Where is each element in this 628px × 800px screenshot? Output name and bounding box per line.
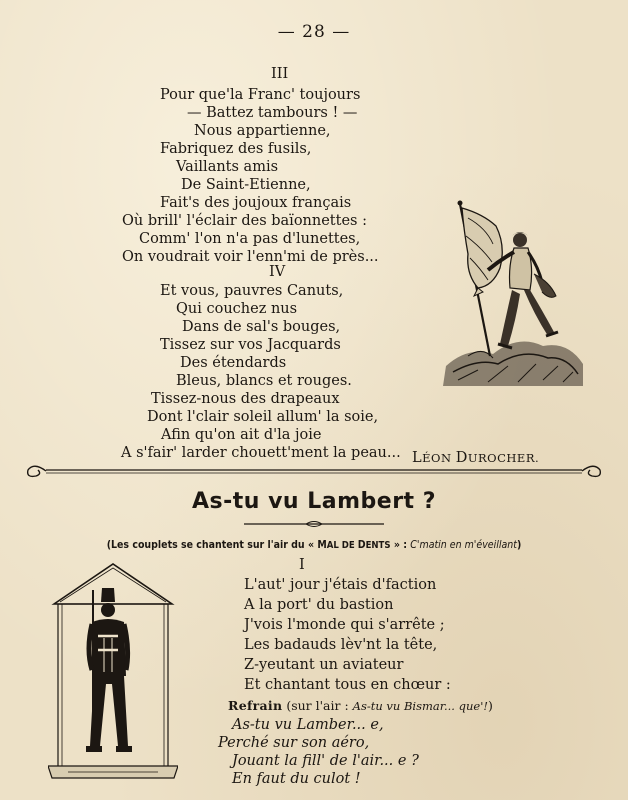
verse-line: On voudrait voir l'enn'mi de près... bbox=[122, 249, 379, 265]
verse-line: L'aut' jour j'étais d'faction bbox=[244, 577, 437, 593]
refrain-line: Jouant la fill' de l'air... e ? bbox=[232, 753, 419, 769]
title-underline bbox=[244, 519, 384, 529]
verse-line: Nous appartienne, bbox=[194, 123, 331, 139]
verse-line: Qui couchez nus bbox=[176, 301, 298, 317]
page-number: — 28 — bbox=[277, 22, 351, 42]
song-title: As-tu vu Lambert ? bbox=[192, 489, 436, 514]
verse-line: Et vous, pauvres Canuts, bbox=[160, 283, 344, 299]
section-divider-ornament bbox=[24, 462, 604, 484]
refrain-line: As-tu vu Lamber... e, bbox=[232, 717, 384, 733]
verse-line: Z-yeutant un aviateur bbox=[244, 657, 404, 673]
verse-line: Fait's des joujoux français bbox=[160, 195, 352, 211]
verse-line: A la port' du bastion bbox=[244, 597, 394, 613]
refrain-heading: Refrain (sur l'air : As-tu vu Bismar... que'!) bbox=[228, 698, 493, 713]
verse-line: — Battez tambours ! — bbox=[187, 105, 358, 121]
verse-line: Pour que'la Franc' toujours bbox=[160, 87, 361, 103]
stanza-numeral: I bbox=[299, 557, 305, 573]
verse-line: Dans de sal's bouges, bbox=[182, 319, 341, 335]
author-signature: LÉON DUROCHER. bbox=[412, 450, 540, 466]
verse-line: Fabriquez des fusils, bbox=[160, 141, 312, 157]
verse-line: Tissez sur vos Jacquards bbox=[160, 337, 341, 353]
soldier-with-flag-illustration bbox=[438, 196, 588, 388]
sentry-box-illustration bbox=[48, 560, 178, 782]
verse-line: Dont l'clair soleil allum' la soie, bbox=[147, 409, 379, 425]
verse-line: Les badauds lèv'nt la tête, bbox=[244, 637, 438, 653]
song-subtitle: (Les couplets se chantent sur l'air du « MAL DE DENTS » : C'matin en m'éveillant) bbox=[106, 539, 522, 551]
verse-line: J'vois l'monde qui s'arrête ; bbox=[244, 617, 445, 633]
refrain-line: Perché sur son aéro, bbox=[218, 735, 370, 751]
verse-line: De Saint-Etienne, bbox=[181, 177, 311, 193]
stanza-numeral: III bbox=[271, 66, 289, 82]
stanza-numeral: IV bbox=[269, 264, 286, 280]
verse-line: Vaillants amis bbox=[176, 159, 279, 175]
verse-line: Bleus, blancs et rouges. bbox=[176, 373, 352, 389]
verse-line: Et chantant tous en chœur : bbox=[244, 677, 451, 693]
verse-line: Comm' l'on n'a pas d'lunettes, bbox=[139, 231, 361, 247]
verse-line: Des étendards bbox=[180, 355, 287, 371]
verse-line: A s'fair' larder chouett'ment la peau... bbox=[121, 445, 401, 461]
verse-line: Afin qu'on ait d'la joie bbox=[161, 427, 322, 443]
refrain-line: En faut du culot ! bbox=[232, 771, 361, 787]
verse-line: Tissez-nous des drapeaux bbox=[151, 391, 340, 407]
verse-line: Où brill' l'éclair des baïonnettes : bbox=[122, 213, 367, 229]
